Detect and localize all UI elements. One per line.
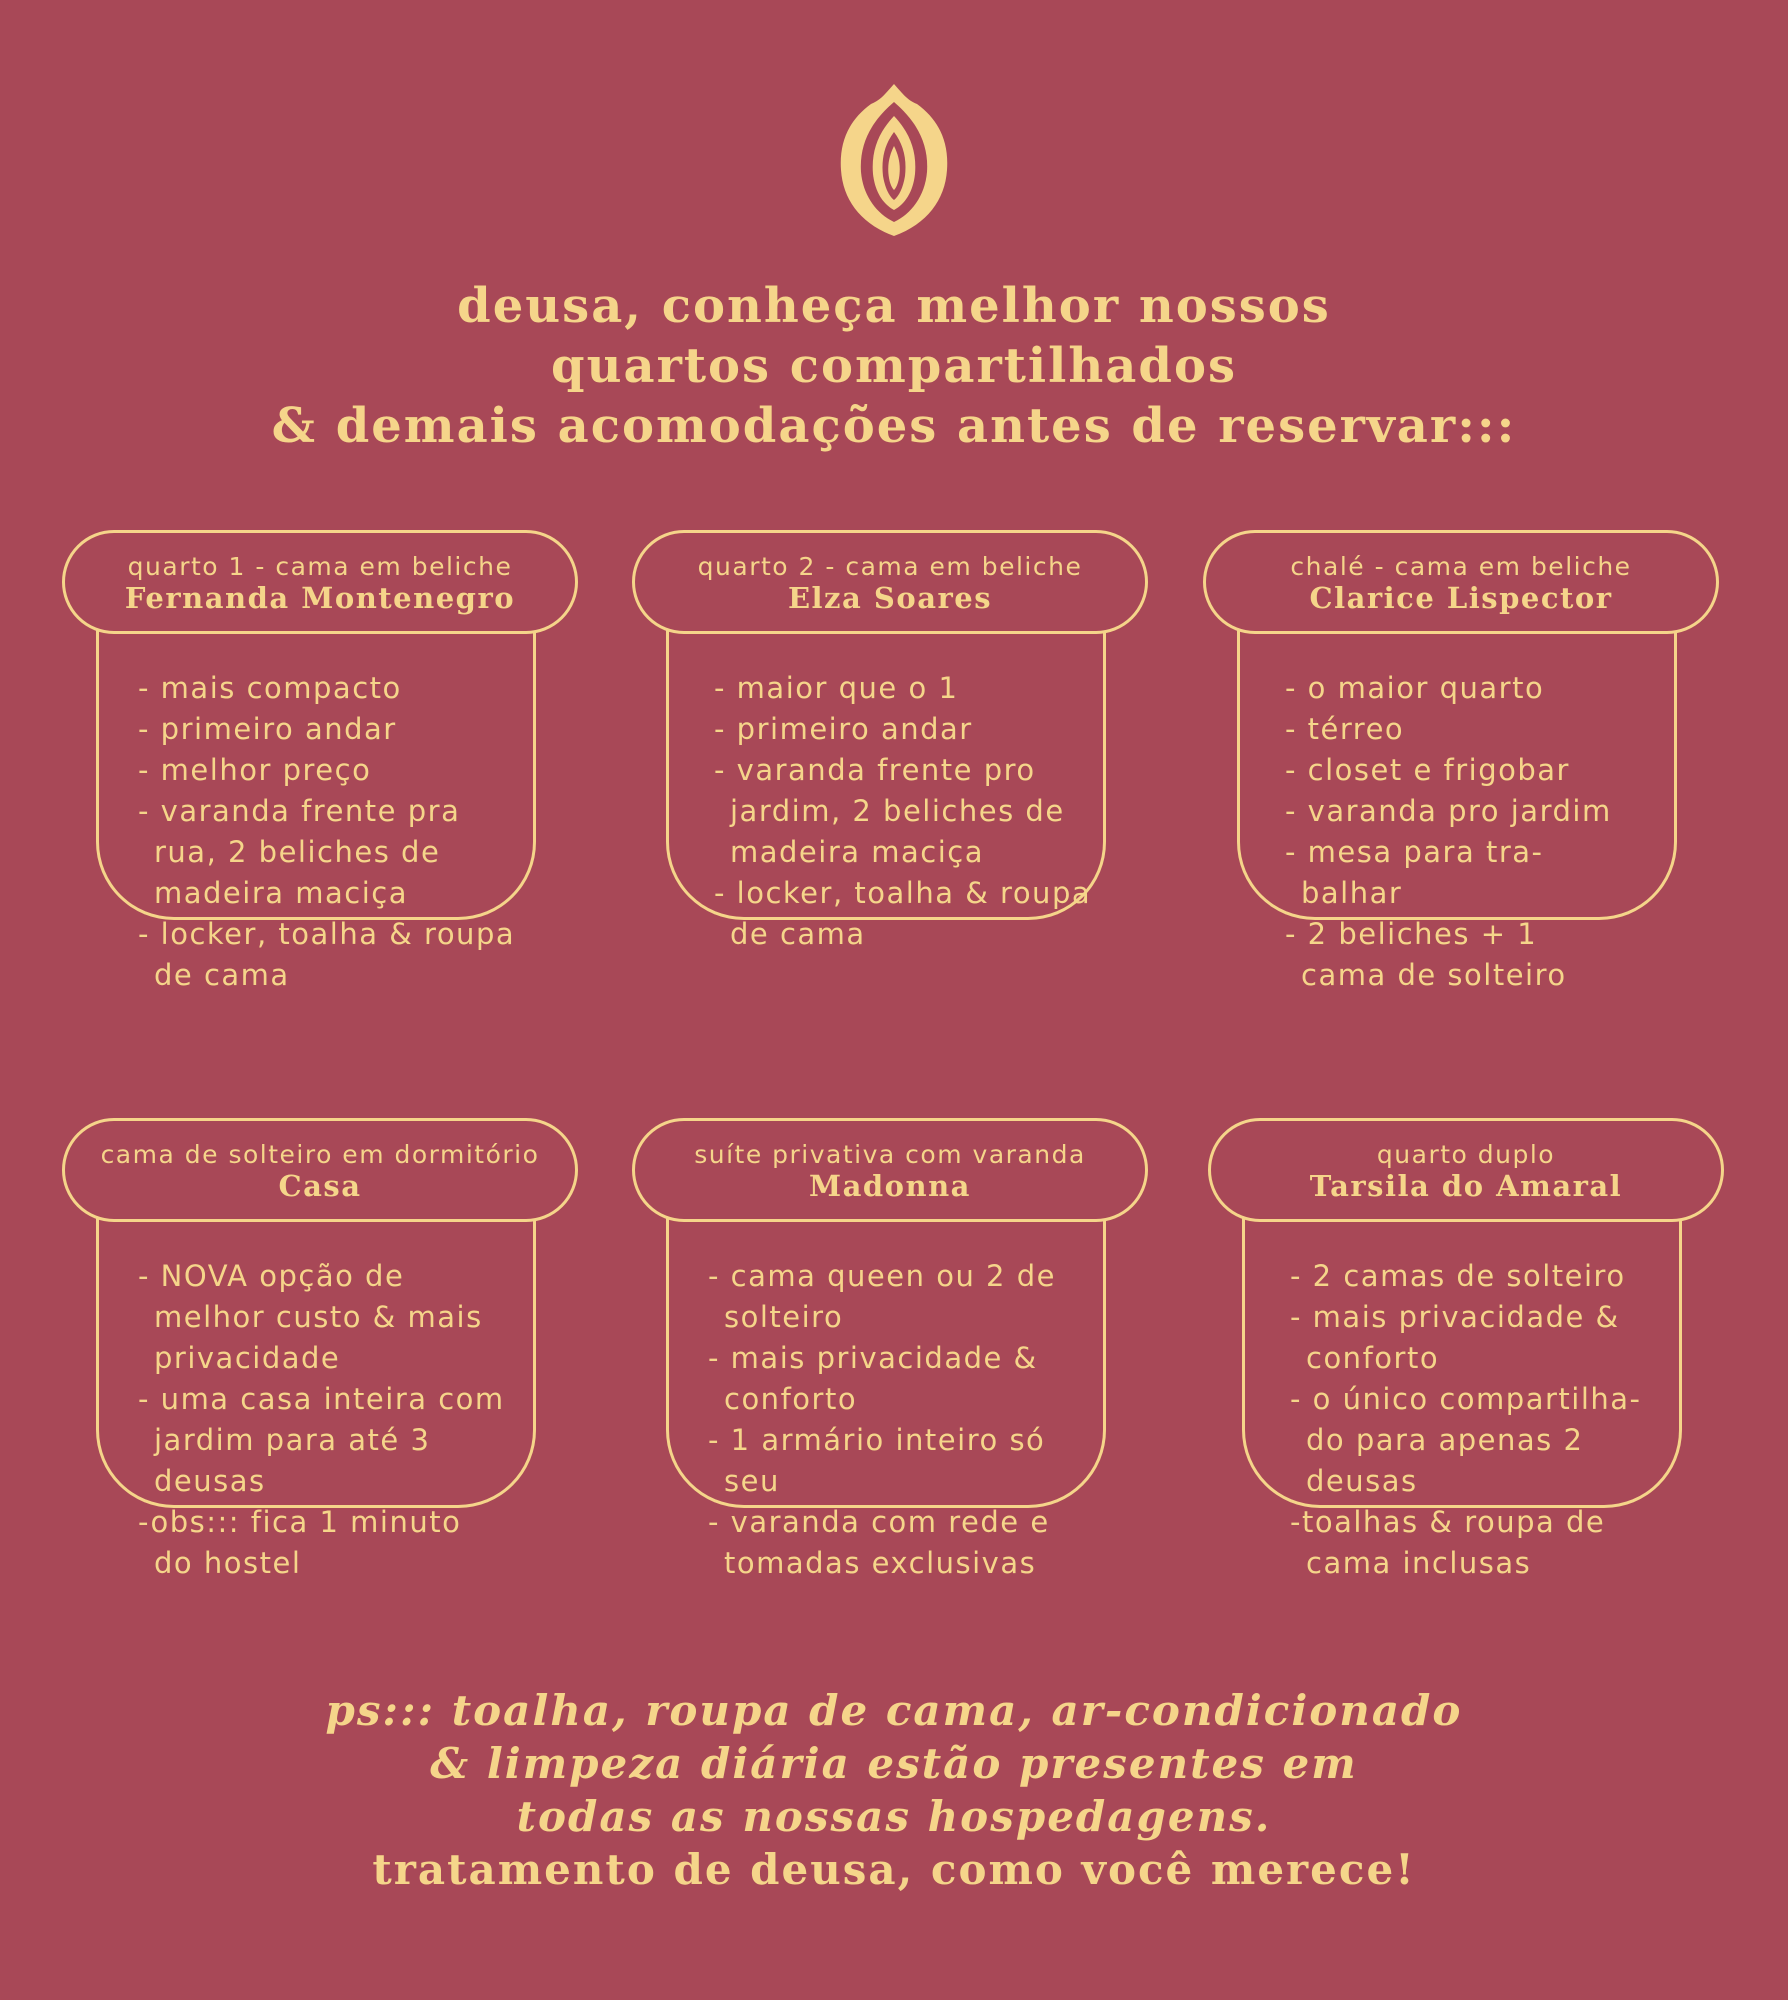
room-card-fernanda-montenegro xyxy=(62,530,578,1030)
room-name: Elza Soares xyxy=(787,581,993,615)
room-feature: - locker, toalha & roupa de cama xyxy=(714,876,1092,951)
footer-tagline: tratamento de deusa, como você merece! xyxy=(372,1845,1416,1894)
room-card-header xyxy=(62,1118,578,1222)
room-feature: - o maior quarto xyxy=(1285,671,1545,705)
room-card-header xyxy=(62,530,578,634)
room-features xyxy=(138,1256,508,1584)
room-feature: - closet e frigobar xyxy=(1285,753,1570,787)
room-card-header xyxy=(1203,530,1719,634)
room-card-header xyxy=(632,1118,1148,1222)
headline-line: deusa, conheça melhor nossos xyxy=(457,278,1331,334)
room-feature: - varanda pro jardim xyxy=(1285,794,1612,828)
room-feature: - maior que o 1 xyxy=(714,671,959,705)
room-subtitle: quarto 2 - cama em beliche xyxy=(697,552,1083,581)
room-card-casa xyxy=(62,1118,578,1618)
room-name: Tarsila do Amaral xyxy=(1309,1169,1623,1203)
room-subtitle: suíte privativa com varanda xyxy=(694,1140,1086,1169)
room-feature: - NOVA opção de melhor custo & mais privacidade xyxy=(138,1259,483,1375)
room-feature: - 2 beliches + 1 cama de solteiro xyxy=(1285,917,1567,992)
room-subtitle: chalé - cama em beliche xyxy=(1290,552,1632,581)
room-feature: - varanda frente pra rua, 2 beliches de madeira maciça xyxy=(138,794,461,910)
room-feature: -toalhas & roupa de cama inclusas xyxy=(1290,1505,1606,1580)
room-features xyxy=(1290,1256,1670,1584)
room-name: Casa xyxy=(278,1169,362,1203)
room-feature: - mais privacidade & conforto xyxy=(708,1341,1038,1416)
footer-line: todas as nossas hospedagens. xyxy=(516,1792,1272,1841)
room-card-header xyxy=(632,530,1148,634)
headline xyxy=(0,276,1788,456)
room-features xyxy=(708,1256,1088,1584)
room-features xyxy=(714,668,1094,955)
room-card-elza-soares xyxy=(632,530,1148,1030)
room-card-madonna xyxy=(632,1118,1148,1618)
room-name: Madonna xyxy=(809,1169,971,1203)
headline-line: quartos compartilhados xyxy=(551,338,1237,394)
room-features xyxy=(138,668,518,996)
room-feature: - mais privacidade & conforto xyxy=(1290,1300,1620,1375)
room-feature: - térreo xyxy=(1285,712,1405,746)
room-features xyxy=(1285,668,1665,996)
room-feature: - locker, toalha & roupa de cama xyxy=(138,917,516,992)
room-card-clarice-lispector xyxy=(1203,530,1719,1030)
room-feature: - mesa para tra- balhar xyxy=(1285,835,1544,910)
room-feature: - 2 camas de solteiro xyxy=(1290,1259,1626,1293)
room-name: Clarice Lispector xyxy=(1309,581,1613,615)
room-subtitle: quarto duplo xyxy=(1376,1140,1556,1169)
footer-note xyxy=(0,1684,1788,1896)
room-card-header xyxy=(1208,1118,1724,1222)
room-feature: - 1 armário inteiro só seu xyxy=(708,1423,1046,1498)
room-feature: -obs::: fica 1 minuto do hostel xyxy=(138,1505,462,1580)
room-feature: - varanda frente pro jardim, 2 beliches de madeira maciça xyxy=(714,753,1065,869)
room-feature: - o único compartilha- do para apenas 2 deusas xyxy=(1290,1382,1642,1498)
room-subtitle: cama de solteiro em dormitório xyxy=(100,1140,540,1169)
headline-line: & demais acomodações antes de reservar::: xyxy=(271,398,1517,454)
footer-line: & limpeza diária estão presentes em xyxy=(430,1739,1358,1788)
room-feature: - mais compacto xyxy=(138,671,402,705)
room-feature: - cama queen ou 2 de solteiro xyxy=(708,1259,1056,1334)
room-subtitle: quarto 1 - cama em beliche xyxy=(127,552,513,581)
room-feature: - melhor preço xyxy=(138,753,372,787)
room-feature: - uma casa inteira com jardim para até 3 deusas xyxy=(138,1382,505,1498)
room-feature: - primeiro andar xyxy=(138,712,397,746)
room-card-tarsila-do-amaral xyxy=(1208,1118,1724,1618)
room-name: Fernanda Montenegro xyxy=(124,581,516,615)
footer-line: ps::: toalha, roupa de cama, ar-condicionado xyxy=(325,1686,1463,1735)
room-feature: - primeiro andar xyxy=(714,712,973,746)
room-feature: - varanda com rede e tomadas exclusivas xyxy=(708,1505,1050,1580)
flower-icon xyxy=(837,80,951,240)
